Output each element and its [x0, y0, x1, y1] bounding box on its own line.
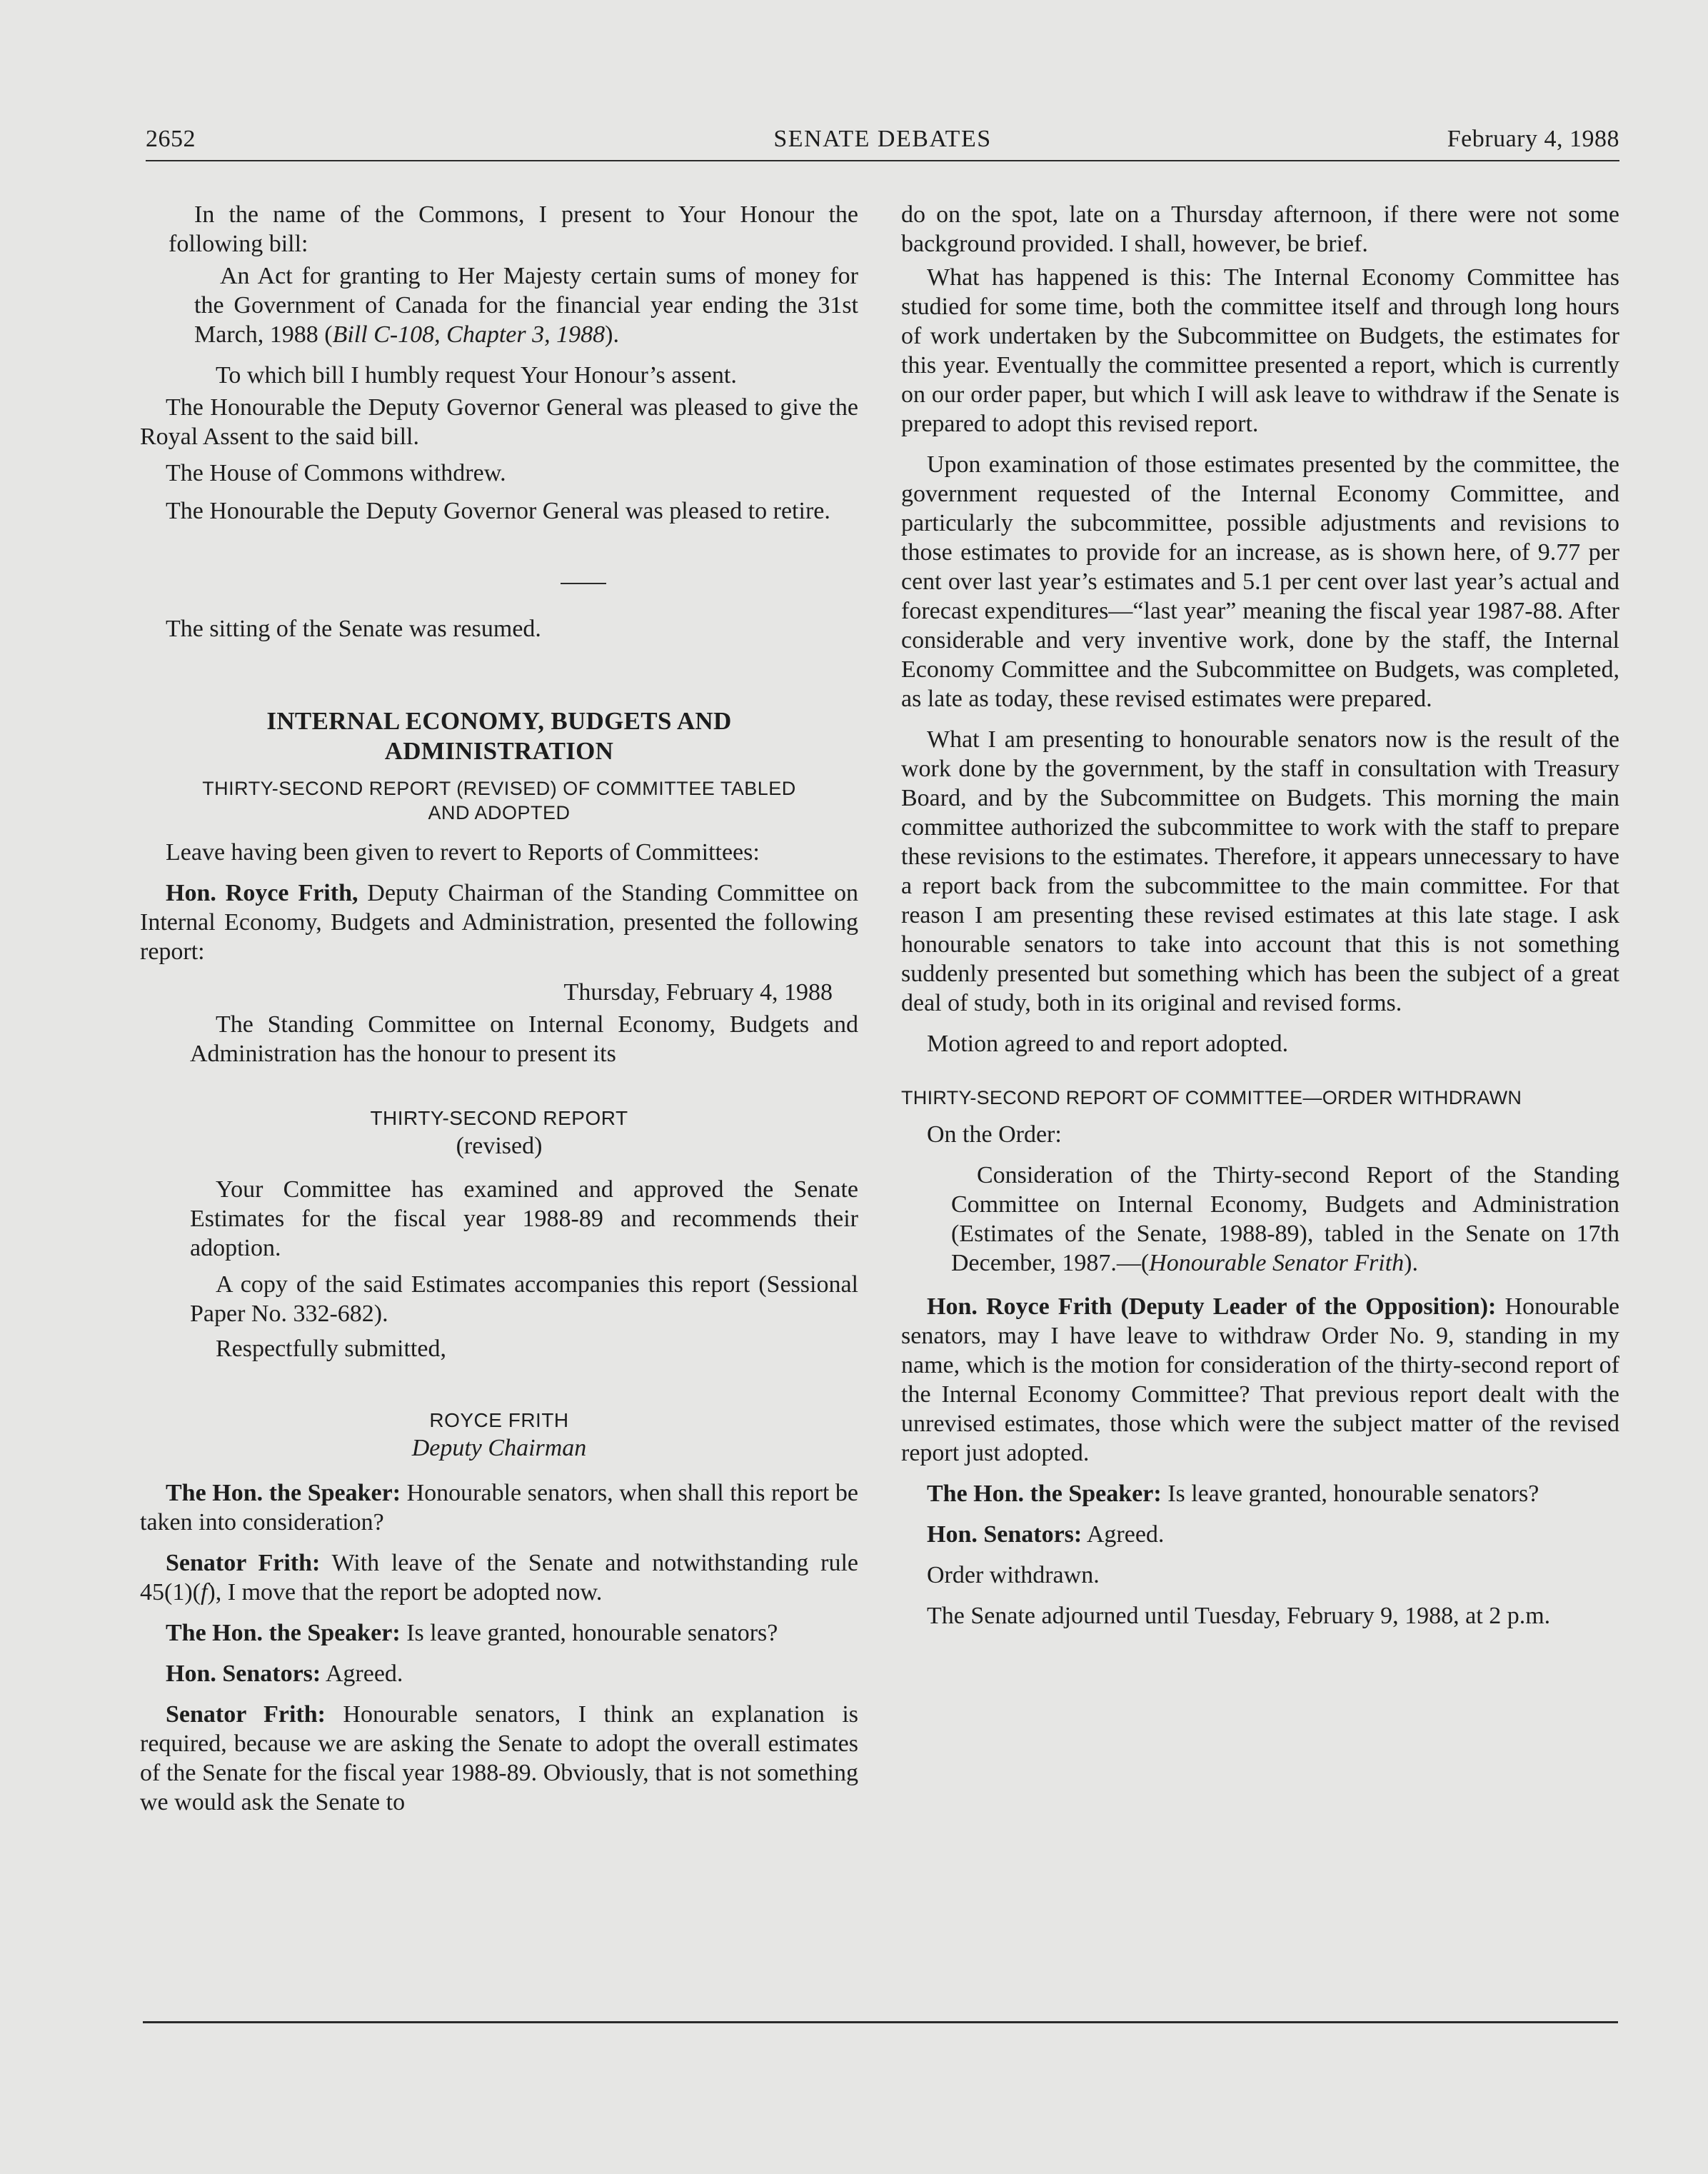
paragraph: The Standing Committee on Internal Economy, Budgets and Administration has the honour to present its: [190, 1011, 858, 1067]
signature-title: Deputy Chairman: [411, 1435, 587, 1461]
paragraph: What I am presenting to honourable senators now is the result of the work done by the government, by the staff in consultation with Treasury Board, and by the Subcommittee on Budgets. This morning the main committee authorized the subcommittee to work with the staff to prepare these revisions to the estimates. Therefore, it appears unnecessary to have a report back from the subcommittee to the main committee. For that reason I am presenting these revised estimates at this late stage. I ask honourable senators to take into account that this is not something suddenly presented but something which has been the subject of a great deal of study, both in its original and revised forms.: [901, 726, 1619, 1016]
header-rule: [146, 160, 1619, 161]
speech: The Hon. the Speaker: Is leave granted, honourable senators?: [927, 1481, 1539, 1507]
paragraph: The House of Commons withdrew.: [166, 460, 506, 486]
speaker-name: The Hon. the Speaker:: [927, 1481, 1162, 1507]
paragraph: The Senate adjourned until Tuesday, February 9, 1988, at 2 p.m.: [927, 1603, 1551, 1629]
speaker-name: Hon. Royce Frith (Deputy Leader of the Opposition):: [927, 1293, 1497, 1320]
section-separator: [561, 583, 606, 584]
speaker-name: Hon. Royce Frith,: [166, 880, 358, 906]
speaker-name: The Hon. the Speaker:: [166, 1480, 401, 1506]
paragraph: What has happened is this: The Internal Economy Committee has studied for some time, both the committee itself and through long hours of work undertaken by the Subcommittee on Budgets, the estimates for this year. Eventually the committee presented a report, which is currently on our order paper, but which I will ask leave to withdraw if the Senate is prepared to adopt this revised report.: [901, 264, 1619, 437]
speech: The Hon. the Speaker: Honourable senators, when shall this report be taken into consideration?: [140, 1480, 858, 1536]
speech: Hon. Royce Frith, Deputy Chairman of the Standing Committee on Internal Economy, Budgets and Administration, presented the following report:: [140, 880, 858, 965]
order-text: Consideration of the Thirty-second Report of the Standing Committee on Internal Economy, Budgets and Administration (Estimates of the Senate, 1988-89), tabled in the Senate on 17th December, 1987.—(Honourable Senator Frith).: [951, 1162, 1619, 1276]
paragraph: On the Order:: [927, 1121, 1062, 1148]
paragraph: A copy of the said Estimates accompanies this report (Sessional Paper No. 332-682).: [190, 1271, 858, 1327]
report-title: THIRTY-SECOND REPORT: [370, 1107, 628, 1129]
report-subtitle: (revised): [456, 1133, 543, 1159]
section-subheading: THIRTY-SECOND REPORT OF COMMITTEE—ORDER WITHDRAWN: [901, 1087, 1522, 1108]
speech: Senator Frith: With leave of the Senate and notwithstanding rule 45(1)(f), I move that the report be adopted now.: [140, 1550, 858, 1606]
speaker-name: Senator Frith:: [166, 1701, 326, 1728]
left-column: [140, 200, 858, 1828]
paragraph: Motion agreed to and report adopted.: [927, 1031, 1289, 1057]
section-subheading: THIRTY-SECOND REPORT (REVISED) OF COMMITTEE TABLED AND ADOPTED: [202, 778, 796, 823]
publication-title: SENATE DEBATES: [773, 126, 992, 152]
speaker-name: Hon. Senators:: [927, 1521, 1082, 1548]
paragraph: In the name of the Commons, I present to Your Honour the following bill:: [169, 201, 858, 257]
paragraph: Upon examination of those estimates presented by the committee, the government requested of the Internal Economy Committee, and particularly the subcommittee, possible adjustments and revisions to those estimates to provide for an increase, as is shown here, of 9.77 per cent over last year’s estimates and 5.1 per cent over last year’s actual and forecast expenditures—“last year” meaning the fiscal year 1987-88. After considerable and very inventive work, done by the staff, the Internal Economy Committee and the Subcommittee on Budgets, was completed, as late as today, these revised estimates were prepared.: [901, 451, 1619, 712]
page-header: [146, 126, 1619, 161]
speech: Senator Frith: Honourable senators, I think an explanation is required, because we are asking the Senate to adopt the overall estimates of the Senate for the fiscal year 1988-89. Obviously, that is not something we would ask the Senate to: [140, 1701, 858, 1815]
speech: Hon. Senators: Agreed.: [927, 1521, 1165, 1548]
paragraph: Respectfully submitted,: [216, 1336, 446, 1362]
speech: Hon. Senators: Agreed.: [166, 1660, 403, 1687]
footer-rule: [143, 2021, 1618, 2023]
paragraph: Your Committee has examined and approved the Senate Estimates for the fiscal year 1988-89 and recommends their adoption.: [190, 1176, 858, 1261]
paragraph: The Honourable the Deputy Governor General was pleased to retire.: [166, 498, 830, 524]
speech: Hon. Royce Frith (Deputy Leader of the Opposition): Honourable senators, may I have leave to withdraw Order No. 9, standing in my name, which is the motion for consideration of the thirty-second report of the Internal Economy Committee? That previous report dealt with the unrevised estimates, those which were the subject matter of the revised report just adopted.: [901, 1293, 1619, 1466]
right-column: [901, 200, 1619, 1642]
speaker-name: Hon. Senators:: [166, 1660, 321, 1687]
paragraph: The sitting of the Senate was resumed.: [166, 616, 541, 642]
report-dateline: Thursday, February 4, 1988: [563, 979, 833, 1006]
bill-title: An Act for granting to Her Majesty certain sums of money for the Government of Canada for the financial year ending the 31st March, 1988 (Bill C-108, Chapter 3, 1988).: [194, 263, 858, 348]
section-heading: INTERNAL ECONOMY, BUDGETS AND ADMINISTRATION: [266, 707, 732, 765]
speaker-name: Senator Frith:: [166, 1550, 321, 1576]
header-date: February 4, 1988: [1447, 126, 1619, 152]
paragraph: Leave having been given to revert to Reports of Committees:: [166, 839, 760, 866]
speaker-name: The Hon. the Speaker:: [166, 1620, 401, 1646]
paragraph: To which bill I humbly request Your Honour’s assent.: [216, 362, 737, 389]
speech: The Hon. the Speaker: Is leave granted, honourable senators?: [166, 1620, 778, 1646]
signature-name: ROYCE FRITH: [429, 1409, 569, 1431]
paragraph: do on the spot, late on a Thursday afternoon, if there were not some background provided. I shall, however, be brief.: [901, 201, 1619, 257]
page-number: 2652: [146, 126, 196, 152]
paragraph: The Honourable the Deputy Governor General was pleased to give the Royal Assent to the said bill.: [140, 394, 858, 450]
paragraph: Order withdrawn.: [927, 1562, 1100, 1588]
